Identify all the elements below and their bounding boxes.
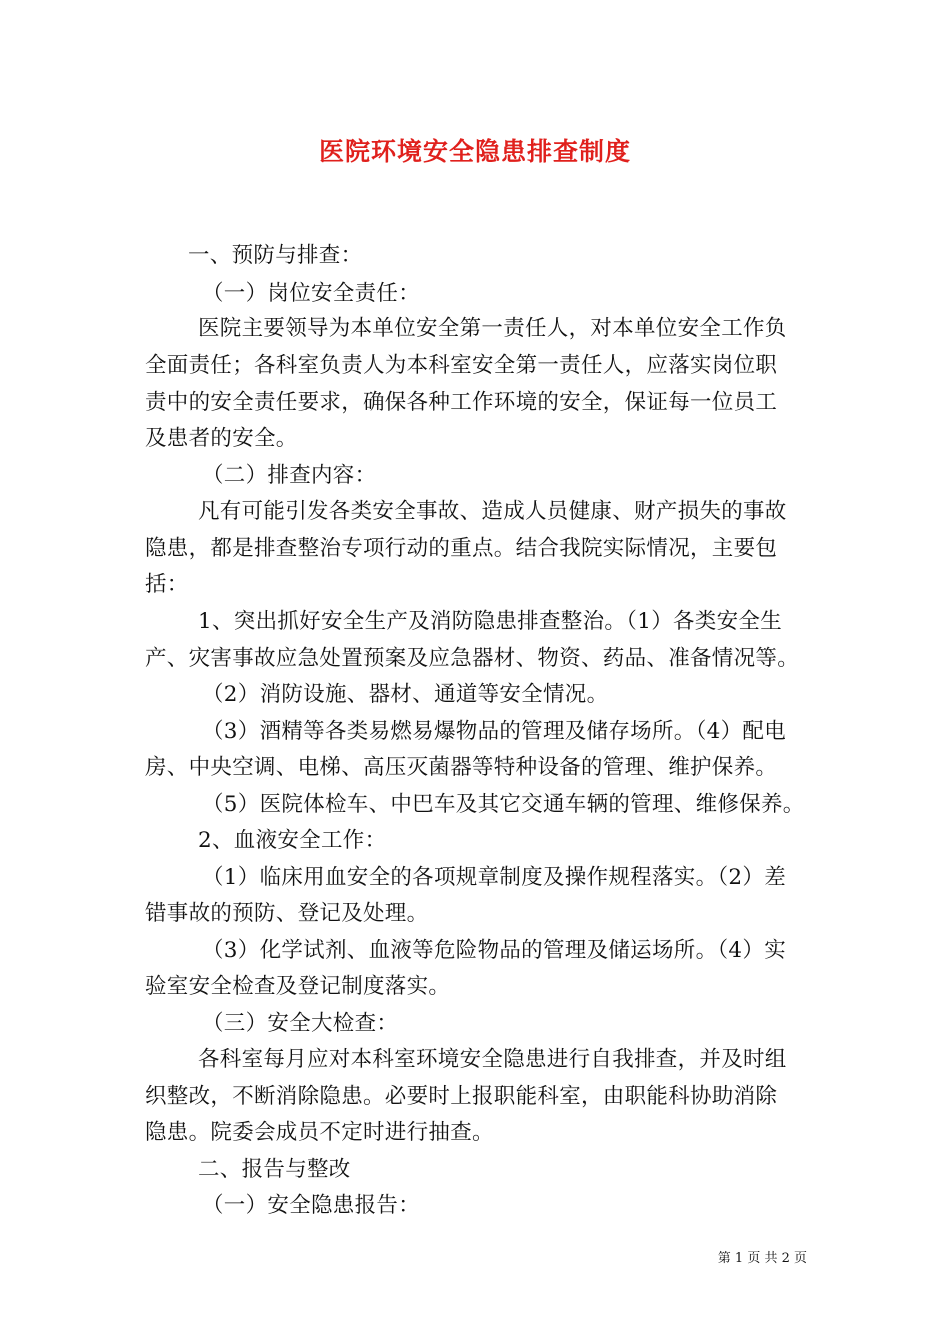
paragraph-line: 验室安全检查及登记制度落实。 [145,974,451,999]
paragraph-line: 1、突出抓好安全生产及消防隐患排查整治。（1）各类安全生 [198,609,783,634]
paragraph-line: （3）酒精等各类易燃易爆物品的管理及储存场所。（4）配电 [202,719,787,744]
paragraph-line: 括： [145,572,189,597]
paragraph-line: 及患者的安全。 [145,426,298,451]
paragraph-line: （1）临床用血安全的各项规章制度及操作规程落实。（2）差 [202,865,787,890]
paragraph-line: 凡有可能引发各类安全事故、造成人员健康、财产损失的事故 [198,499,787,524]
section-heading: 二、报告与整改 [198,1157,351,1182]
paragraph-line: 产、灾害事故应急处置预案及应急器材、物资、药品、准备情况等。 [145,646,800,671]
paragraph-line: 责中的安全责任要求，确保各种工作环境的安全，保证每一位员工 [145,390,778,415]
paragraph-line: （5）医院体检车、中巴车及其它交通车辆的管理、维修保养。 [202,792,805,817]
subsection-heading: （一）岗位安全责任： [202,281,421,306]
paragraph-line: 隐患。院委会成员不定时进行抽查。 [145,1120,494,1145]
page-number-footer: 第 1 页 共 2 页 [717,1251,807,1266]
section-heading: 一、预防与排查： [188,243,363,268]
paragraph-line: （3）化学试剂、血液等危险物品的管理及储运场所。（4）实 [202,938,787,963]
paragraph-line: 织整改，不断消除隐患。必要时上报职能科室，由职能科协助消除 [145,1084,778,1109]
subsection-heading: （二）排查内容： [202,463,377,488]
paragraph-line: 错事故的预防、登记及处理。 [145,901,429,926]
document-title: 医院环境安全隐患排查制度 [318,137,631,166]
paragraph-line: 医院主要领导为本单位安全第一责任人，对本单位安全工作负 [198,316,787,341]
paragraph-line: 各科室每月应对本科室环境安全隐患进行自我排查，并及时组 [198,1047,787,1072]
paragraph-line: 隐患，都是排查整治专项行动的重点。结合我院实际情况，主要包 [145,536,778,561]
paragraph-line: （2）消防设施、器材、通道等安全情况。 [202,682,609,707]
paragraph-line: 全面责任；各科室负责人为本科室安全第一责任人，应落实岗位职 [145,353,778,378]
subsection-heading: （三）安全大检查： [202,1011,399,1036]
paragraph-line: 房、中央空调、电梯、高压灭菌器等特种设备的管理、维护保养。 [145,755,778,780]
paragraph-line: 2、血液安全工作： [198,828,387,853]
subsection-heading: （一）安全隐患报告： [202,1193,421,1218]
